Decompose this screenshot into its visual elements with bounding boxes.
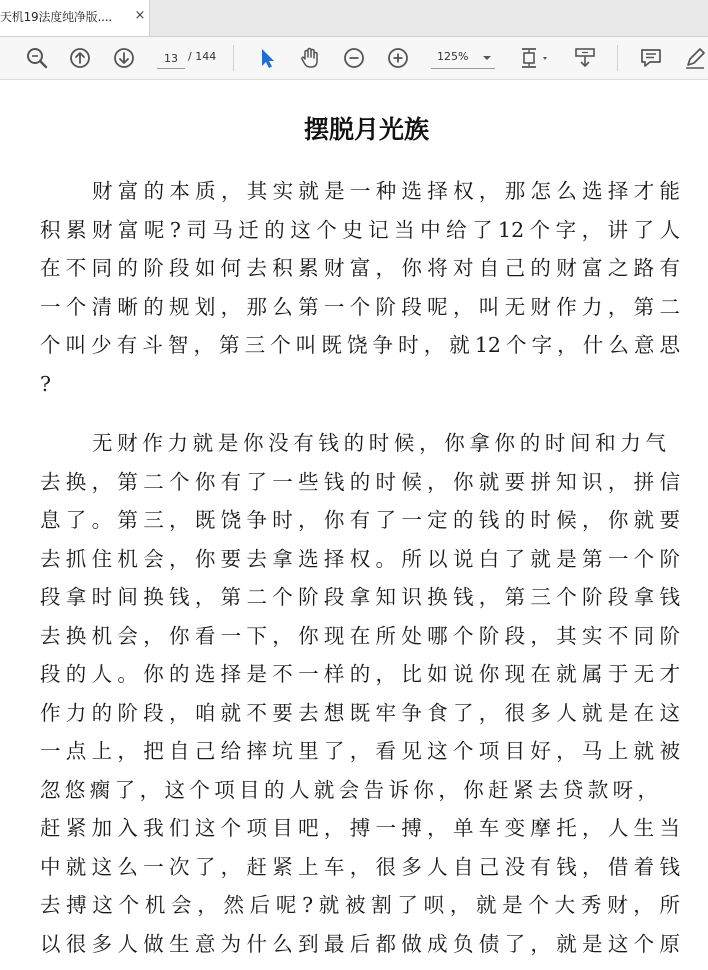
text-line: 赶紧加入我们这个项目吧，搏一搏，单车变摩托，人生当: [40, 816, 680, 840]
scroll-mode-icon[interactable]: [572, 45, 598, 71]
text-line: 中就这么一次了，赶紧上车，很多人自己没有钱，借着钱: [40, 854, 680, 879]
text-line: 在不同的阶段如何去积累财富，你将对自己的财富之路有: [40, 256, 680, 280]
text-line: 去抓住机会，你要去拿选择权。所以说白了就是第一个阶: [40, 546, 680, 571]
previous-page-icon[interactable]: [67, 45, 93, 71]
hand-tool-icon[interactable]: [297, 45, 323, 71]
text-line: 以很多人做生意为什么到最后都做成负债了，就是这个原: [40, 931, 680, 956]
toolbar-divider: [617, 45, 618, 71]
chevron-down-icon: [483, 56, 491, 60]
page-title: 摆脱月光族: [303, 115, 429, 144]
page-total: / 144: [188, 50, 217, 63]
comment-icon[interactable]: [638, 45, 664, 71]
text-line: 个叫少有斗智，第三个叫既饶争时，就12个字，什么意思: [40, 333, 680, 357]
search-icon[interactable]: [24, 45, 50, 71]
close-icon[interactable]: ×: [134, 8, 146, 23]
next-page-icon[interactable]: [111, 45, 137, 71]
tab-title: 天机19法度纯净版....: [0, 10, 112, 24]
paragraph-2: [40, 424, 680, 963]
text-line: 无财作力就是你没有钱的时候，你拿你的时间和力气: [92, 431, 666, 455]
zoom-out-icon[interactable]: [341, 45, 367, 71]
text-line: 去换机会，你看一下，你现在所处哪个阶段，其实不同阶: [40, 623, 680, 648]
select-cursor-icon[interactable]: [254, 45, 280, 71]
document-page[interactable]: [0, 80, 708, 970]
zoom-value: 125%: [437, 50, 469, 63]
highlight-pen-icon[interactable]: [682, 45, 708, 71]
text-line: 一点上，把自己给摔坑里了，看见这个项目好，马上就被: [40, 739, 680, 763]
page-number-input[interactable]: [157, 48, 185, 69]
zoom-select[interactable]: [431, 48, 495, 69]
text-line: 积累财富呢?司马迁的这个史记当中给了12个字，讲了人: [40, 217, 680, 242]
text-line: ?: [40, 371, 54, 396]
text-line: 去换，第二个你有了一些钱的时候，你就要拼知识，拼信: [40, 469, 680, 494]
paragraph-1: [40, 172, 680, 403]
toolbar: [0, 37, 708, 80]
page-fit-icon[interactable]: [517, 45, 553, 71]
text-line: 段的人。你的选择是不一样的，比如说你现在就属于无才: [40, 662, 680, 686]
text-line: 作力的阶段，咱就不要去想既牢争食了，很多人就是在这: [40, 700, 680, 725]
toolbar-divider: [233, 45, 234, 71]
text-line: 息了。第三，既饶争时，你有了一定的钱的时候，你就要: [40, 508, 680, 532]
text-line: 去搏这个机会，然后呢?就被割了呗，就是个大秀财，所: [40, 893, 680, 917]
text-line: 段拿时间换钱，第二个阶段拿知识换钱，第三个阶段拿钱: [40, 585, 680, 609]
zoom-in-icon[interactable]: [385, 45, 411, 71]
text-line: 财富的本质，其实就是一种选择权，那怎么选择才能: [92, 179, 680, 203]
sidebar-toggle-icon[interactable]: [0, 45, 8, 71]
text-line: 忽悠瘸了，这个项目的人就会告诉你，你赶紧去贷款呀，: [40, 777, 658, 802]
text-line: 一个清晰的规划，那么第一个阶段呢，叫无财作力，第二: [40, 294, 680, 319]
document-tab[interactable]: [0, 0, 150, 36]
tab-bar: [0, 0, 708, 37]
